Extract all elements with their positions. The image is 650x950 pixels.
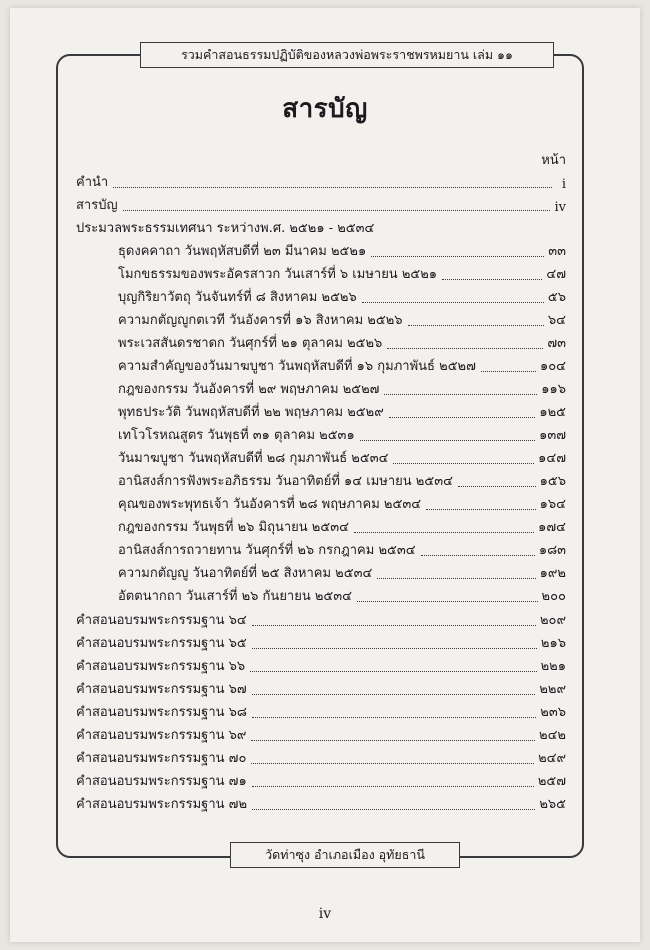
toc-entry-title: พุทธประวัติ วันพฤหัสบดีที่ ๒๒ พฤษภาคม ๒๕๒๙ [118, 405, 384, 420]
toc-entry [118, 308, 566, 330]
dot-leader [377, 578, 535, 579]
dot-leader [481, 371, 536, 372]
toc-entry-title: คำสอนอบรมพระกรรมฐาน ๖๘ [76, 705, 247, 720]
dot-leader [251, 740, 535, 741]
toc-entry-title: อานิสงส์การถวายทาน วันศุกร์ที่ ๒๖ กรกฎาคม ๒๕๓๔ [118, 543, 416, 558]
dot-leader [357, 601, 538, 602]
dot-leader [442, 279, 542, 280]
book-footer: วัดท่าซุง อำเภอเมือง อุทัยธานี [230, 842, 460, 868]
toc-entry-page: ๑๗๔ [538, 520, 566, 535]
toc-entry-title: ธุดงคคาถา วันพฤหัสบดีที่ ๒๓ มีนาคม ๒๕๒๑ [118, 244, 367, 259]
toc-entry-title: อัตตนากถา วันเสาร์ที่ ๒๖ กันยายน ๒๕๓๔ [118, 589, 352, 604]
dot-leader [123, 210, 551, 211]
toc-entry-title: เทโวโรหณสูตร วันพุธที่ ๓๑ ตุลาคม ๒๕๓๑ [118, 428, 355, 443]
toc-entry-title: คำนำ [76, 175, 109, 190]
toc-entry-page: ๒๖๕ [539, 797, 566, 812]
toc-entry-page: ๑๘๓ [538, 543, 566, 558]
dot-leader [251, 763, 534, 764]
toc-entry [118, 423, 566, 445]
toc-entry-title: บุญกิริยาวัตถุ วันจันทร์ที่ ๘ สิงหาคม ๒๕๒๖ [118, 290, 357, 305]
toc-entry-title: คำสอนอบรมพระกรรมฐาน ๖๗ [76, 682, 247, 697]
toc-entry-title: โมกขธรรมของพระอัครสาวก วันเสาร์ที่ ๖ เมษายน ๒๕๒๑ [118, 267, 438, 282]
toc-entry [118, 285, 566, 307]
toc-entry-title: คำสอนอบรมพระกรรมฐาน ๗๒ [76, 797, 248, 812]
toc-entry-page: ๓๓ [548, 244, 566, 259]
toc-entry [76, 769, 566, 791]
toc-entry-title: คำสอนอบรมพระกรรมฐาน ๖๖ [76, 659, 246, 674]
dot-leader [389, 417, 536, 418]
toc-entry-page: ๑๖๔ [539, 497, 566, 512]
toc-entry-page: i [561, 177, 566, 192]
toc-entry [118, 469, 566, 491]
toc-entry [118, 538, 566, 560]
toc-entry-page: ๒๐๐ [541, 589, 566, 604]
dot-leader [371, 256, 544, 257]
toc-entry [118, 446, 566, 468]
dot-leader [362, 302, 544, 303]
dot-leader [252, 809, 535, 810]
toc-entry [118, 239, 566, 261]
toc-entry-page: ๒๔๒ [539, 728, 566, 743]
toc-entry-page: ๒๔๙ [538, 751, 566, 766]
toc-entry-title: ความสำคัญของวันมาฆบูชา วันพฤหัสบดีที่ ๑๖ กุมภาพันธ์ ๒๕๒๗ [118, 359, 476, 374]
toc-entry [118, 561, 566, 583]
toc-entry [118, 515, 566, 537]
toc-entry [118, 377, 566, 399]
toc-entry [118, 584, 566, 606]
book-header: รวมคำสอนธรรมปฏิบัติของหลวงพ่อพระราชพรหมยาน เล่ม ๑๑ [140, 42, 554, 68]
toc-entry-page: ๑๔๗ [538, 451, 566, 466]
toc-entry-page: ๒๓๖ [540, 705, 566, 720]
dot-leader [426, 509, 536, 510]
toc-entry-page: ๒๕๗ [537, 774, 566, 789]
toc-entry-title: อานิสงส์การฟังพระอภิธรรม วันอาทิตย์ที่ ๑๔ เมษายน ๒๕๓๔ [118, 474, 453, 489]
dot-leader [408, 325, 544, 326]
toc-entry [76, 608, 566, 630]
toc-entry-title: คำสอนอบรมพระกรรมฐาน ๗๑ [76, 774, 247, 789]
dot-leader [252, 717, 536, 718]
toc-entry [76, 193, 566, 215]
dot-leader [252, 648, 537, 649]
toc-entry [76, 723, 566, 745]
dot-leader [458, 486, 536, 487]
toc-entry-title: คำสอนอบรมพระกรรมฐาน ๖๔ [76, 613, 247, 628]
toc-entry-page: ๗๓ [547, 336, 566, 351]
toc-entry-page: ๔๗ [546, 267, 566, 282]
toc-entry [118, 492, 566, 514]
toc-entry [76, 746, 566, 768]
dot-leader [252, 625, 536, 626]
toc-entry-page: ๖๔ [547, 313, 566, 328]
toc-entry [76, 677, 566, 699]
toc-entry-page: ๕๖ [547, 290, 566, 305]
toc-entry-page: ๒๒๙ [539, 682, 566, 697]
toc-entry-title: คำสอนอบรมพระกรรมฐาน ๖๕ [76, 636, 247, 651]
toc-entry-title: คำสอนอบรมพระกรรมฐาน ๖๙ [76, 728, 247, 743]
toc-entry [76, 792, 566, 814]
toc-entry-page: ๒๐๙ [539, 613, 566, 628]
toc-entry [118, 262, 566, 284]
toc-entry-title: กฎของกรรม วันพุธที่ ๒๖ มิถุนายน ๒๕๓๔ [118, 520, 349, 535]
dot-leader [393, 463, 534, 464]
toc-entry [76, 170, 566, 192]
toc-entry-title: สารบัญ [76, 198, 118, 213]
dot-leader [113, 187, 552, 188]
toc-entry [76, 700, 566, 722]
dot-leader [387, 348, 543, 349]
toc-entry-title: วันมาฆบูชา วันพฤหัสบดีที่ ๒๘ กุมภาพันธ์ ๒๕๓๔ [118, 451, 389, 466]
section-heading: ประมวลพระธรรมเทศนา ระหว่างพ.ศ. ๒๕๒๑ - ๒๕๓๔ [76, 221, 375, 236]
dot-leader [252, 694, 536, 695]
toc-entry-title: ความกตัญญูกตเวที วันอังคารที่ ๑๖ สิงหาคม ๒๕๒๖ [118, 313, 403, 328]
dot-leader [354, 532, 534, 533]
toc-entry-page: iv [554, 200, 566, 215]
toc-entry-page: ๑๕๖ [539, 474, 566, 489]
page-title: สารบัญ [282, 94, 368, 124]
toc-entry [118, 400, 566, 422]
toc-entry-page: ๑๐๔ [539, 359, 566, 374]
toc-entry-page: ๑๑๖ [541, 382, 566, 397]
toc-entry-title: ความกตัญญู วันอาทิตย์ที่ ๒๕ สิงหาคม ๒๕๓๔ [118, 566, 373, 581]
toc-entry [76, 654, 566, 676]
dot-leader [421, 555, 535, 556]
toc-entry-title: พระเวสสันดรชาดก วันศุกร์ที่ ๒๑ ตุลาคม ๒๕๒๖ [118, 336, 383, 351]
toc-entry-page: ๑๙๒ [539, 566, 566, 581]
dot-leader [252, 786, 534, 787]
toc-entry-page: ๒๑๖ [540, 636, 566, 651]
toc-entry [118, 331, 566, 353]
dot-leader [250, 671, 536, 672]
toc-entry-title: คุณของพระพุทธเจ้า วันอังคารที่ ๒๘ พฤษภาคม ๒๕๓๔ [118, 497, 422, 512]
toc-entry-title: คำสอนอบรมพระกรรมฐาน ๗๐ [76, 751, 247, 766]
toc-entry-page: ๒๒๑ [540, 659, 566, 674]
toc-entry-page: ๑๒๕ [539, 405, 566, 420]
toc-entry-title: กฎของกรรม วันอังคารที่ ๒๙ พฤษภาคม ๒๕๒๗ [118, 382, 380, 397]
toc-entry-page: ๑๓๗ [539, 428, 566, 443]
toc-entry [118, 354, 566, 376]
dot-leader [360, 440, 535, 441]
page-column-label: หน้า [541, 153, 566, 168]
page-number: iv [318, 906, 332, 922]
toc-entry [76, 631, 566, 653]
dot-leader [384, 394, 537, 395]
